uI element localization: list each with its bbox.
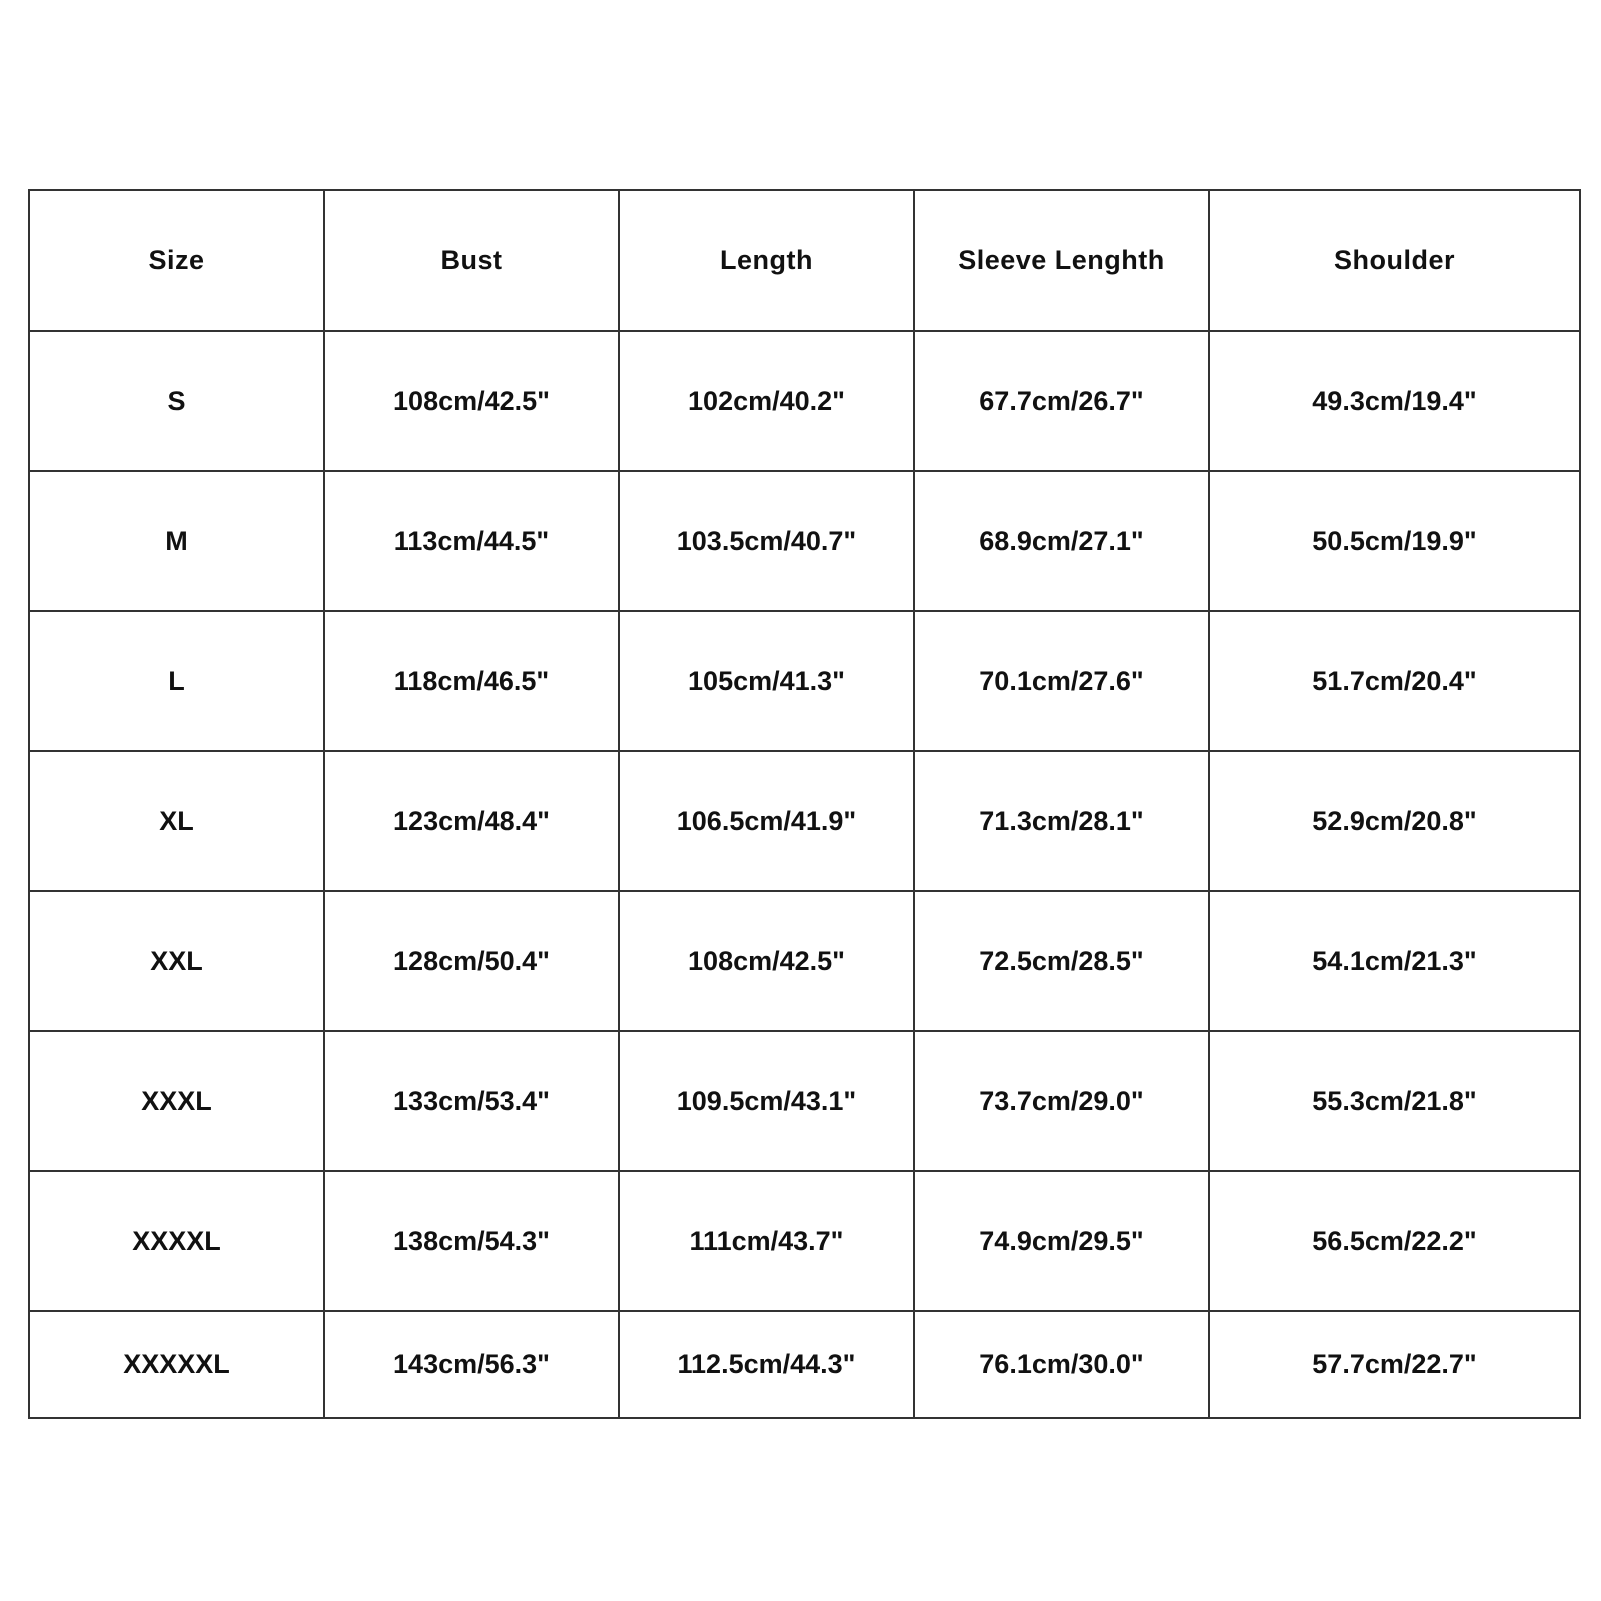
cell-length: 109.5cm/43.1" — [619, 1031, 914, 1171]
cell-shoulder: 52.9cm/20.8" — [1209, 751, 1580, 891]
table-header-row — [29, 190, 1580, 331]
cell-length: 102cm/40.2" — [619, 331, 914, 471]
header-bust: Bust — [324, 190, 619, 331]
cell-bust: 138cm/54.3" — [324, 1171, 619, 1311]
table-row — [29, 1171, 1580, 1311]
cell-length: 112.5cm/44.3" — [619, 1311, 914, 1418]
cell-shoulder: 56.5cm/22.2" — [1209, 1171, 1580, 1311]
table-row — [29, 1311, 1580, 1418]
cell-shoulder: 55.3cm/21.8" — [1209, 1031, 1580, 1171]
cell-size: XXXL — [29, 1031, 324, 1171]
cell-bust: 128cm/50.4" — [324, 891, 619, 1031]
cell-size: S — [29, 331, 324, 471]
cell-bust: 113cm/44.5" — [324, 471, 619, 611]
table-row — [29, 331, 1580, 471]
cell-length: 108cm/42.5" — [619, 891, 914, 1031]
cell-bust: 143cm/56.3" — [324, 1311, 619, 1418]
cell-sleeve-length: 70.1cm/27.6" — [914, 611, 1209, 751]
size-chart-table — [28, 189, 1581, 1419]
cell-sleeve-length: 76.1cm/30.0" — [914, 1311, 1209, 1418]
cell-length: 103.5cm/40.7" — [619, 471, 914, 611]
cell-sleeve-length: 72.5cm/28.5" — [914, 891, 1209, 1031]
cell-size: XXXXXL — [29, 1311, 324, 1418]
header-size: Size — [29, 190, 324, 331]
cell-sleeve-length: 73.7cm/29.0" — [914, 1031, 1209, 1171]
header-sleeve-length: Sleeve Lenghth — [914, 190, 1209, 331]
cell-length: 105cm/41.3" — [619, 611, 914, 751]
cell-bust: 133cm/53.4" — [324, 1031, 619, 1171]
header-shoulder: Shoulder — [1209, 190, 1580, 331]
cell-bust: 118cm/46.5" — [324, 611, 619, 751]
cell-sleeve-length: 68.9cm/27.1" — [914, 471, 1209, 611]
cell-shoulder: 57.7cm/22.7" — [1209, 1311, 1580, 1418]
cell-size: XXL — [29, 891, 324, 1031]
cell-length: 106.5cm/41.9" — [619, 751, 914, 891]
header-length: Length — [619, 190, 914, 331]
cell-sleeve-length: 71.3cm/28.1" — [914, 751, 1209, 891]
cell-size: XXXXL — [29, 1171, 324, 1311]
cell-length: 111cm/43.7" — [619, 1171, 914, 1311]
cell-bust: 123cm/48.4" — [324, 751, 619, 891]
table-row — [29, 471, 1580, 611]
cell-sleeve-length: 74.9cm/29.5" — [914, 1171, 1209, 1311]
cell-size: L — [29, 611, 324, 751]
table-row — [29, 751, 1580, 891]
cell-shoulder: 49.3cm/19.4" — [1209, 331, 1580, 471]
cell-size: M — [29, 471, 324, 611]
cell-shoulder: 50.5cm/19.9" — [1209, 471, 1580, 611]
cell-sleeve-length: 67.7cm/26.7" — [914, 331, 1209, 471]
table-row — [29, 1031, 1580, 1171]
table-row — [29, 891, 1580, 1031]
cell-shoulder: 54.1cm/21.3" — [1209, 891, 1580, 1031]
table-row — [29, 611, 1580, 751]
cell-bust: 108cm/42.5" — [324, 331, 619, 471]
cell-size: XL — [29, 751, 324, 891]
cell-shoulder: 51.7cm/20.4" — [1209, 611, 1580, 751]
